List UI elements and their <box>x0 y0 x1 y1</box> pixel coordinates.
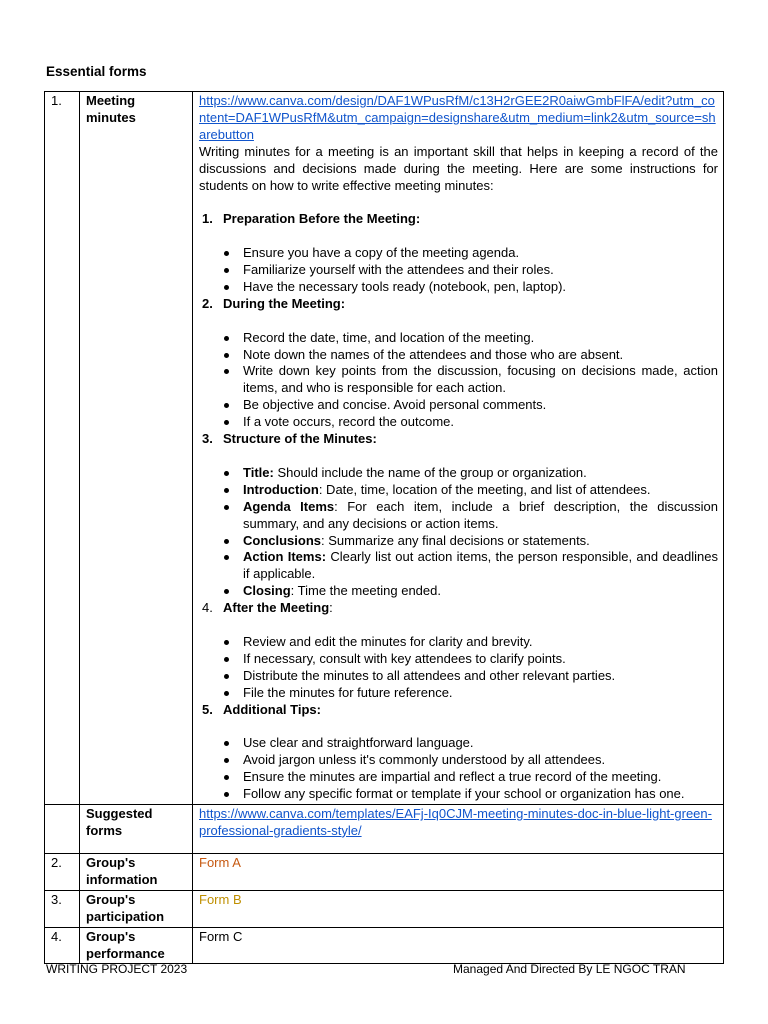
row-number: 2. <box>45 853 80 890</box>
essential-forms-table <box>44 91 724 964</box>
list-item: Be objective and concise. Avoid personal comments. <box>224 397 718 414</box>
row-label: Meeting minutes <box>80 92 193 805</box>
list-item: Distribute the minutes to all attendees and other relevant parties. <box>224 668 718 685</box>
list-item: Avoid jargon unless it's commonly understood by all attendees. <box>224 752 718 769</box>
row-label: Group's performance <box>80 927 193 964</box>
row-number: 3. <box>45 890 80 927</box>
list-item: If necessary, consult with key attendees to clarify points. <box>224 651 718 668</box>
step-heading: 1. Preparation Before the Meeting: <box>202 211 421 227</box>
list-item: Introduction: Date, time, location of the meeting, and list of attendees. <box>224 482 718 499</box>
table-row-suggested-forms <box>45 804 724 853</box>
list-item: Use clear and straightforward language. <box>224 735 718 752</box>
form-c-value: Form C <box>193 927 724 964</box>
step-heading: 5. Additional Tips: <box>202 701 321 717</box>
bullet-list <box>199 465 718 600</box>
form-b-value: Form B <box>193 890 724 927</box>
step-heading: 4. After the Meeting: <box>202 600 333 616</box>
form-a-value: Form A <box>193 853 724 890</box>
table-row-group-information <box>45 853 724 890</box>
step-heading: 2. During the Meeting: <box>202 295 346 311</box>
table-row-meeting-minutes <box>45 92 724 805</box>
table-row-group-performance <box>45 927 724 964</box>
list-item: Review and edit the minutes for clarity and brevity. <box>224 634 718 651</box>
row-number <box>45 804 80 853</box>
suggested-forms-content <box>193 804 724 853</box>
list-item: Action Items: Clearly list out action items, the person responsible, and deadlines if applicable. <box>224 549 718 583</box>
list-item: Closing: Time the meeting ended. <box>224 583 718 600</box>
bullet-list <box>199 735 718 803</box>
list-item: Write down key points from the discussion, focusing on decisions made, action items, and who is responsible for each action. <box>224 363 718 397</box>
section-heading: Essential forms <box>46 64 147 79</box>
canva-design-link[interactable]: https://www.canva.com/design/DAF1WPusRfM/c13H2rGEE2R0aiwGmbFlFA/edit?utm_content=DAF1WPusRfM&utm_campaign=designshare&utm_medium=link2&utm_source=sharebutton <box>199 93 716 142</box>
list-item: Note down the names of the attendees and those who are absent. <box>224 347 718 364</box>
footer-project-name: WRITING PROJECT 2023 <box>46 962 188 976</box>
list-item: Familiarize yourself with the attendees and their roles. <box>224 262 718 279</box>
list-item: Ensure you have a copy of the meeting agenda. <box>224 245 718 262</box>
list-item: Title: Should include the name of the group or organization. <box>224 465 718 482</box>
row-label: Group's information <box>80 853 193 890</box>
list-item: Have the necessary tools ready (notebook, pen, laptop). <box>224 279 718 296</box>
list-item: Agenda Items: For each item, include a brief description, the discussion summary, and any decisions or action items. <box>224 499 718 533</box>
row-label: Group's participation <box>80 890 193 927</box>
list-item: Ensure the minutes are impartial and reflect a true record of the meeting. <box>224 769 718 786</box>
list-item: Record the date, time, and location of the meeting. <box>224 330 718 347</box>
list-item: If a vote occurs, record the outcome. <box>224 414 718 431</box>
footer-credit: Managed And Directed By LE NGOC TRAN <box>453 962 686 976</box>
list-item: File the minutes for future reference. <box>224 685 718 702</box>
table-row-group-participation <box>45 890 724 927</box>
row-number: 4. <box>45 927 80 964</box>
meeting-minutes-content <box>193 92 724 805</box>
row-number: 1. <box>45 92 80 805</box>
list-item: Follow any specific format or template if your school or organization has one. <box>224 786 718 803</box>
intro-paragraph: Writing minutes for a meeting is an important skill that helps in keeping a record of the discussions and decisions made during the meeting. Here are some instructions for students on how to write effective meeting minutes: <box>199 143 718 193</box>
step-heading: 3. Structure of the Minutes: <box>202 431 377 447</box>
bullet-list <box>199 245 718 296</box>
canva-template-link[interactable]: https://www.canva.com/templates/EAFj-Iq0CJM-meeting-minutes-doc-in-blue-light-green-professional-gradients-style/ <box>199 805 712 838</box>
list-item: Conclusions: Summarize any final decisions or statements. <box>224 533 718 550</box>
row-label: Suggested forms <box>80 804 193 853</box>
bullet-list <box>199 634 718 702</box>
bullet-list <box>199 330 718 431</box>
